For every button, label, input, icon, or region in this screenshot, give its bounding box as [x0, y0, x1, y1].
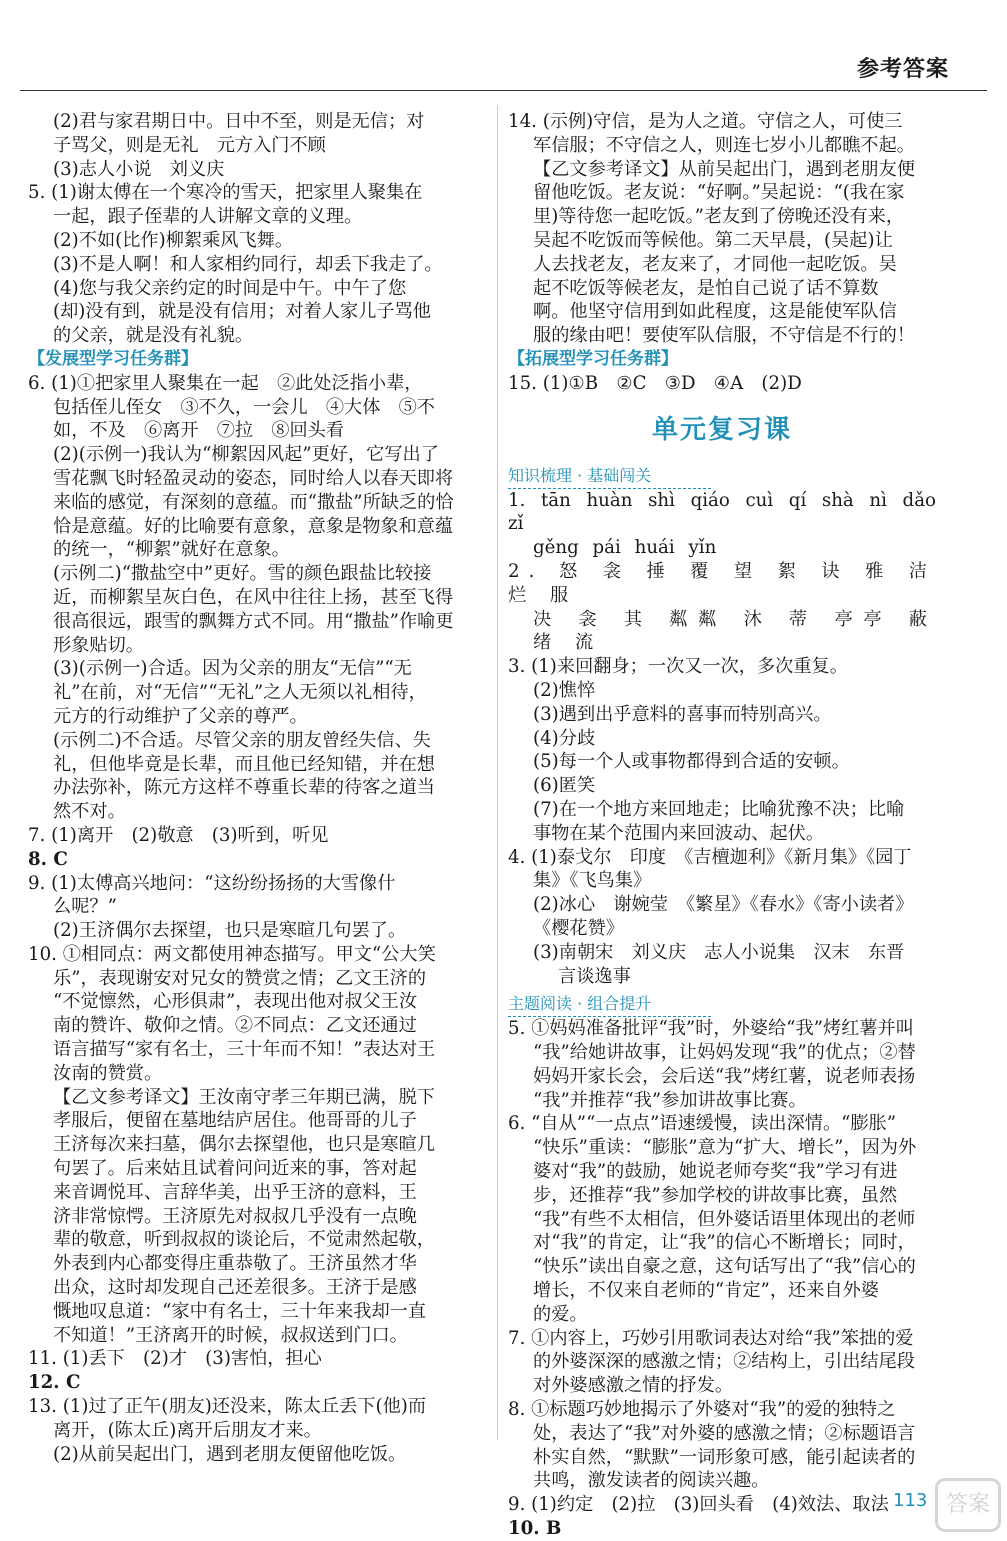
answer-line: 军信服；不守信之人，则连七岁小儿都瞧不起。	[533, 134, 915, 156]
answer-line: 南的赞许、敬仰之情。②不同点：乙文还通过	[53, 1015, 417, 1037]
answer-line: 不知道！”王济离开的时候，叔叔送到门口。	[53, 1324, 408, 1346]
answer-line: “我”并推荐“我”参加讲故事比赛。	[533, 1089, 807, 1111]
answer-line: 雪花飘飞时轻盈灵动的姿态，同时给人以春天即将	[53, 467, 454, 489]
answer-line: 里)等待您一起吃饭。”老友到了傍晚还没有来，	[533, 206, 905, 228]
right-bottom-block	[508, 1017, 936, 1541]
answer-line: 7. (1)离开 (2)敬意 (3)听到，听见	[28, 824, 329, 846]
subsection-reading: 主题阅读 · 组合提升	[508, 992, 711, 1017]
answer-line: (3)南朝宋 刘义庆 志人小说集 汉末 东晋	[533, 941, 905, 963]
answer-line: 如，不及 ⑥离开 ⑦拉 ⑧回头看	[53, 420, 345, 442]
answer-line: 3. (1)来回翻身；一次又一次，多次重复。	[508, 656, 848, 678]
answer-line: 外表到内心都变得庄重恭敬了。王济虽然才华	[53, 1253, 417, 1275]
answer-line: 妈妈开家长会，会后送“我”烤红薯，说老师表扬	[533, 1065, 916, 1087]
answer-line: 步，还推荐“我”参加学校的讲故事比赛，虽然	[533, 1184, 898, 1206]
header-rule	[20, 90, 987, 91]
answer-line: 办法弥补，陈元方这样不尊重长辈的待客之道当	[53, 777, 435, 799]
answer-line: 辈的敬意，听到叔叔的谈论后，不觉肃然起敬，	[53, 1229, 435, 1251]
answer-line: 8. C	[28, 848, 68, 870]
answer-line: (5)每一个人或事物都得到合适的安顿。	[533, 751, 850, 773]
answer-line: (示例二)不合适。尽管父亲的朋友曾经失信、失	[53, 729, 431, 751]
answer-line: 【发展型学习任务群】	[28, 348, 198, 369]
answer-line: 7. ①内容上，巧妙引用歌词表达对给“我”笨拙的爱	[508, 1327, 914, 1349]
answer-line: 6. “自从”“一点点”语速缓慢，读出深情。“膨胀”	[508, 1113, 897, 1135]
answer-line: (2)不如(比作)柳絮乘风飞舞。	[53, 229, 294, 251]
answer-line: 5. ①妈妈准备批评“我”时，外婆给“我”烤红薯并叫	[508, 1018, 914, 1040]
right-top-block	[508, 110, 936, 396]
answer-line: 来音调悦耳、言辞华美，出乎王济的意料，王	[53, 1181, 417, 1203]
answer-line: 朴实自然，“默默”一词形象可感，能引起读者的	[533, 1446, 916, 1468]
answer-line: 一起，跟子侄辈的人讲解文章的义理。	[53, 206, 363, 228]
answer-line: 的统一，“柳絮”就好在意象。	[53, 539, 290, 561]
answer-line: 对外婆感激之情的抒发。	[533, 1375, 734, 1397]
answer-line: (3)不是人啊！和人家相约同行，却丢下我走了。	[53, 253, 443, 275]
answer-line: 近，而柳絮呈灰白色，在风中往往上扬，甚至飞得	[53, 586, 454, 608]
answer-line: 子骂父，则是无礼 元方入门不顾	[53, 134, 326, 156]
answer-line: 慨地叹息道：“家中有名士，三十年来我却一直	[53, 1300, 427, 1322]
answer-line: (2)君与家君期日中。日中不至，则是无信；对	[53, 111, 425, 132]
answer-line: (7)在一个地方来回地走；比喻犹豫不决；比喻	[533, 798, 905, 820]
answer-line: (4)您与我父亲约定的时间是中午。中午了您	[53, 277, 407, 299]
answer-line: 15. (1)①B ②C ③D ④A (2)D	[508, 372, 802, 394]
answer-line: 起不吃饭等候老友，是怕自己说了话不算数	[533, 277, 879, 299]
answer-line: 【乙文参考译文】王汝南守孝三年期已满，脱下	[53, 1086, 435, 1108]
answer-line: 服的缘由吧！要使军队信服，不守信是不行的！	[533, 325, 915, 347]
subsection-basics: 知识梳理 · 基础闯关	[508, 464, 711, 489]
answer-line: 【拓展型学习任务群】	[508, 348, 678, 369]
answer-line: 4. (1)泰戈尔 印度 《吉檀迦利》《新月集》《园丁	[508, 846, 912, 868]
answer-line: 11. (1)丢下 (2)才 (3)害怕，担心	[28, 1348, 322, 1370]
answer-line: 的爱。	[533, 1303, 588, 1325]
answer-line: 12. C	[28, 1372, 81, 1394]
answer-line: (4)分歧	[533, 727, 596, 749]
watermark-logo: 答案	[935, 1478, 1001, 1532]
answer-line: 《樱花赞》	[533, 917, 624, 939]
answer-line: 句罢了。后来姑且试着问问近来的事，答对起	[53, 1158, 417, 1180]
right-column	[508, 110, 936, 1541]
answer-line: 乐”，表现谢安对兄女的赞赏之情；乙文王济的	[53, 967, 427, 989]
answer-line: (却)没有到，就是没有信用；对着人家儿子骂他	[53, 301, 431, 323]
answer-line: “不觉懔然，心形俱肃”，表现出他对叔父王汝	[53, 991, 418, 1013]
answer-line: (2)王济偶尔去探望，也只是寒暄几句罢了。	[53, 920, 407, 942]
answer-line: 10. B	[508, 1518, 562, 1540]
answer-line: 【乙文参考译文】从前吴起出门，遇到老朋友便	[533, 158, 915, 180]
answer-line: 的父亲，就是没有礼貌。	[53, 325, 254, 347]
answer-line: 很高很远，跟雪的飘舞方式不同。用“撒盐”作喻更	[53, 610, 454, 632]
answer-line: 6. (1)①把家里人聚集在一起 ②此处泛指小辈，	[28, 372, 423, 394]
answer-line: 决 衾 其 粼粼 沐 蒂 亭亭 蔽 绪 流	[533, 608, 936, 654]
answer-line: 婆对“我”的鼓励，她说老师夸奖“我”学习有进	[533, 1161, 898, 1183]
answer-line: 啊。他坚守信用到如此程度，这是能使军队信	[533, 301, 897, 323]
answer-line: 恰是意蕴。好的比喻要有意象，意象是物象和意蕴	[53, 515, 454, 537]
answer-line: 礼，但他毕竟是长辈，而且他已经知错，并在想	[53, 753, 435, 775]
answer-line: 言谈逸事	[558, 965, 631, 987]
answer-line: 出众，这时却发现自己还差很多。王济于是感	[53, 1277, 417, 1299]
answer-line: gěng pái huái yǐn	[533, 537, 717, 559]
answer-line: 形象贴切。	[53, 634, 144, 656]
page-header	[0, 0, 1007, 100]
left-column	[28, 110, 486, 1466]
answer-line: 孝服后，便留在墓地结庐居住。他哥哥的儿子	[53, 1110, 417, 1132]
answer-line: 包括侄儿侄女 ③不久，一会儿 ④大体 ⑤不	[53, 396, 435, 418]
answer-line: “快乐”读出自豪之意，这句话写出了“我”信心的	[533, 1256, 916, 1278]
answer-line: 然不对。	[53, 801, 126, 823]
answer-line: 8. ①标题巧妙地揭示了外婆对“我”的爱的独特之	[508, 1399, 896, 1421]
answer-line: 9. (1)太傅高兴地问：“这纷纷扬扬的大雪像什	[28, 872, 396, 894]
answer-line: (2)从前吴起出门，遇到老朋友便留他吃饭。	[53, 1443, 407, 1465]
answer-line: 集》《飞鸟集》	[533, 870, 652, 892]
answer-line: 济非常惊愕。王济原先对叔叔几乎没有一点晚	[53, 1205, 417, 1227]
answer-line: 10. ①相同点：两文都使用神态描写。甲文“公大笑	[28, 943, 436, 965]
answer-line: 的外婆深深的感激之情；②结构上，引出结尾段	[533, 1351, 915, 1373]
header-title: 参考答案	[856, 57, 949, 82]
answer-line: 人去找老友，老友来了，才同他一起吃饭。吴	[533, 253, 897, 275]
answer-line: “我”有些不太相信，但外婆话语里体现出的老师	[533, 1208, 916, 1230]
answer-line: 9. (1)约定 (2)拉 (3)回头看 (4)效法、取法	[508, 1494, 889, 1516]
answer-line: 语言描写“家有名士，三十年而不知！”表达对王	[53, 1039, 436, 1061]
answer-line: 1. tān huàn shì qiáo cuì qí shà nì dǎo zǐ	[508, 489, 936, 535]
answer-line: “快乐”重读：“膨胀”意为“扩大、增长”，因为外	[533, 1137, 917, 1159]
answer-line: (3)遇到出乎意料的喜事而特别高兴。	[533, 703, 832, 725]
unit-title: 单元复习课	[651, 414, 792, 445]
answer-line: 吴起不吃饭而等候他。第二天早晨，(吴起)让	[533, 229, 893, 251]
column-divider	[497, 105, 498, 1440]
answer-line: (2)(示例一)我认为“柳絮因风起”更好，它写出了	[53, 444, 439, 466]
answer-line: 元方的行动维护了父亲的尊严。	[53, 705, 308, 727]
answer-line: 增长，不仅来自老师的“肯定”，还来自外婆	[533, 1280, 879, 1302]
answer-line: “我”给她讲故事，让妈妈发现“我”的优点；②替	[533, 1042, 916, 1064]
right-mid-block	[508, 489, 936, 989]
answer-line: 5. (1)谢太傅在一个寒冷的雪天，把家里人聚集在	[28, 182, 423, 204]
answer-line: 礼”在前，对“无信”“无礼”之人无须以礼相待，	[53, 682, 427, 704]
answer-line: (6)匿笑	[533, 775, 596, 797]
answer-line: 对“我”的肯定，让“我”的信心不断增长；同时，	[533, 1232, 916, 1254]
answer-line: 处，表达了“我”对外婆的感激之情；②标题语言	[533, 1422, 916, 1444]
answer-line: (2)憔悴	[533, 679, 596, 701]
answer-line: 来临的感觉，有深刻的意蕴。而“撒盐”所缺乏的恰	[53, 491, 454, 513]
answer-line: 离开，(陈太丘)离开后朋友才来。	[53, 1419, 322, 1441]
answer-line: (3)志人小说 刘义庆	[53, 158, 225, 180]
answer-line: 14. (示例)守信，是为人之道。守信之人，可使三	[508, 111, 903, 132]
answer-line: (3)(示例一)合适。因为父亲的朋友“无信”“无	[53, 658, 412, 680]
answer-line: 么呢？”	[53, 896, 117, 918]
answer-line: 共鸣，激发读者的阅读兴趣。	[533, 1470, 770, 1492]
page-number: 113	[893, 1490, 928, 1511]
answer-line: 事物在某个范围内来回波动、起伏。	[533, 822, 825, 844]
answer-line: 留他吃饭。老友说：“好啊。”吴起说：“(我在家	[533, 182, 905, 204]
answer-line: (示例二)“撒盐空中”更好。雪的颜色跟盐比较接	[53, 563, 432, 585]
answer-line: 汝南的赞赏。	[53, 1062, 163, 1084]
answer-line: 2. 怒 衾 捶 覆 望 絮 诀 雅 洁 烂 服	[508, 560, 936, 606]
answer-line: 王济每次来扫墓，偶尔去探望他，也只是寒暄几	[53, 1134, 435, 1156]
answer-line: (2)冰心 谢婉莹 《繁星》《春水》《寄小读者》	[533, 894, 914, 916]
answer-line: 13. (1)过了正午(朋友)还没来，陈太丘丢下(他)而	[28, 1396, 427, 1418]
